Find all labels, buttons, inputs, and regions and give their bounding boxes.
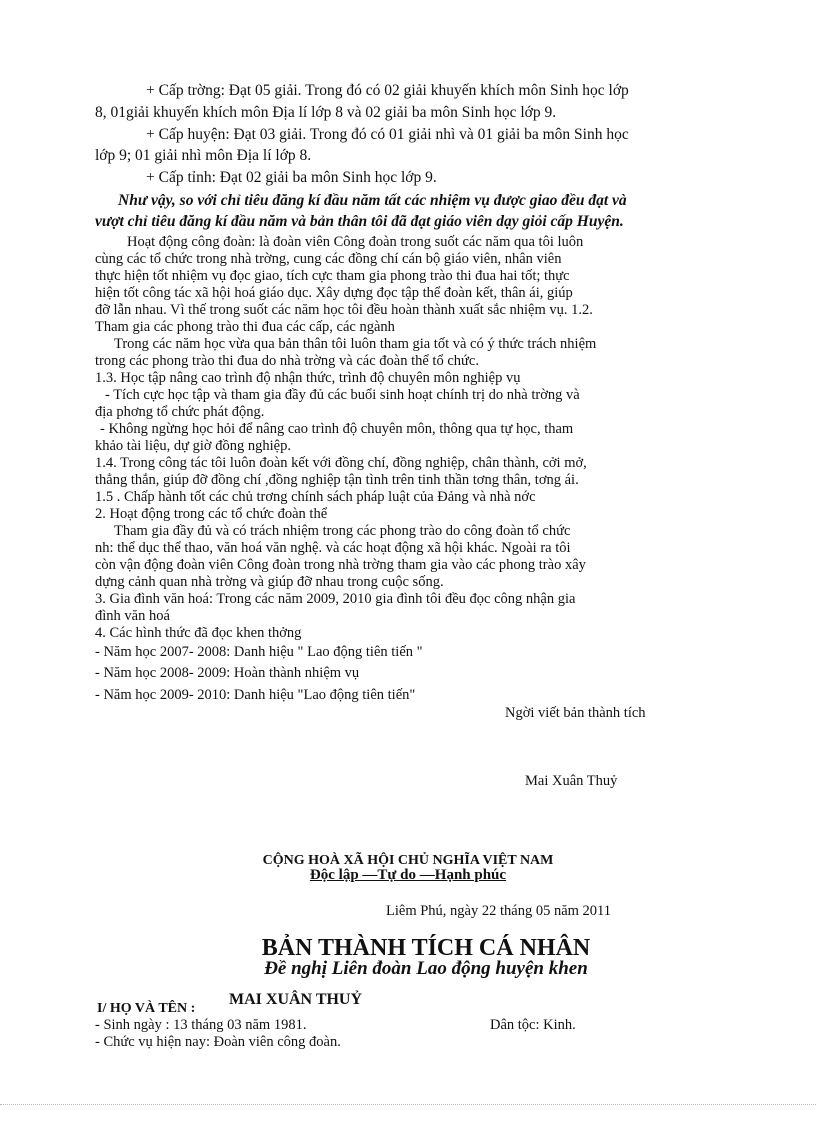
union-line-13: khảo tài liệu, dự giờ đồng nghiệp.: [95, 438, 291, 454]
section-1-4-line-2: thẳng thắn, giúp đỡ đồng chí ,đồng nghiệp tận tình trên tinh thần tơng thân, tơng ái.: [95, 472, 579, 488]
union-line-20: còn vận động đoàn viên Công đoàn trong nhà trờng tham gia vào các phong trào xây: [95, 557, 586, 573]
commendation-2009-2010: - Năm học 2009- 2010: Danh hiệu "Lao động tiên tiến": [95, 687, 416, 703]
award-district-line-2: lớp 9; 01 giải nhì môn Địa lí lớp 8.: [95, 147, 312, 164]
name-value: MAI XUÂN THUỶ: [229, 991, 363, 1008]
signature-name: Mai Xuân Thuỷ: [525, 773, 618, 789]
union-line-7: Trong các năm học vừa qua bản thân tôi luôn tham gia tốt và có ý thức trách nhiệm: [114, 336, 597, 352]
section-1-4-line-1: 1.4. Trong công tác tôi luôn đoàn kết với đồng chí, đồng nghiệp, chân thành, cởi mở,: [95, 455, 587, 471]
signature-role: Ngời viết bản thành tích: [505, 705, 646, 721]
union-line-6: Tham gia các phong trào thi đua các cấp, các ngành: [95, 319, 395, 335]
commendation-2008-2009: - Năm học 2008- 2009: Hoàn thành nhiệm vụ: [95, 665, 360, 681]
section-1-5: 1.5 . Chấp hành tốt các chủ trơng chính sách pháp luật của Đảng và nhà nớc: [95, 489, 536, 505]
union-line-11: địa phơng tổ chức phát động.: [95, 404, 265, 420]
national-motto: Độc lập —Tự do —Hạnh phúc: [309, 867, 507, 883]
award-district-line-1: + Cấp huyện: Đạt 03 giải. Trong đó có 01 giải nhì và 01 giải ba môn Sinh học: [146, 126, 629, 143]
commendation-2007-2008: - Năm học 2007- 2008: Danh hiệu " Lao động tiên tiến ": [95, 644, 423, 660]
summary-line-2: vượt chỉ tiêu đăng kí đầu năm và bản thân tôi đã đạt giáo viên dạy giỏi cấp Huyện.: [95, 213, 624, 230]
document-title: BẢN THÀNH TÍCH CÁ NHÂN: [261, 935, 591, 961]
award-province-line: + Cấp tỉnh: Đạt 02 giải ba môn Sinh học lớp 9.: [146, 169, 437, 186]
summary-line-1: Như vậy, so với chỉ tiêu đăng kí đầu năm tất các nhiệm vụ được giao đều đạt và: [118, 192, 627, 209]
union-line-10: - Tích cực học tập và tham gia đầy đủ các buổi sinh hoạt chính trị do nhà trờng và: [105, 387, 580, 403]
birth-date: - Sinh ngày : 13 tháng 03 năm 1981.: [95, 1017, 307, 1033]
place-date: Liêm Phú, ngày 22 tháng 05 năm 2011: [386, 903, 611, 919]
ethnicity: Dân tộc: Kinh.: [490, 1017, 576, 1033]
document-subtitle: Đề nghị Liên đoàn Lao động huyện khen: [264, 958, 588, 979]
union-line-18: Tham gia đầy đủ và có trách nhiệm trong các phong trào do công đoàn tổ chức: [114, 523, 571, 539]
union-line-5: đỡ lẫn nhau. Vì thế trong suốt các năm học tôi đều hoàn thành xuất sắc nhiệm vụ. 1.2.: [95, 302, 593, 318]
union-line-4: hiện tốt công tác xã hội hoá giáo dục. Xây dựng đọc tập thể đoàn kết, thân ái, giúp: [95, 285, 573, 301]
award-school-line-2: 8, 01giải khuyến khích môn Địa lí lớp 8 và 02 giải ba môn Sinh học lớp 9.: [95, 104, 557, 121]
award-school-line-1: + Cấp trờng: Đạt 05 giải. Trong đó có 02 giải khuyến khích môn Sinh học lớp: [146, 82, 629, 99]
page-bottom-divider: [0, 1104, 816, 1105]
union-line-12: - Không ngừng học hỏi để nâng cao trình độ chuyên môn, thông qua tự học, tham: [100, 421, 574, 437]
nation-name: CỘNG HOÀ XÃ HỘI CHỦ NGHĨA VIỆT NAM: [262, 853, 554, 868]
section-1-3-heading: 1.3. Học tập nâng cao trình độ nhận thức, trình độ chuyên môn nghiệp vụ: [95, 370, 521, 386]
union-line-19: nh: thể dục thể thao, văn hoá văn nghệ. và các hoạt động xã hội khác. Ngoài ra tôi: [95, 540, 571, 556]
section-4-heading: 4. Các hình thức đã đọc khen thởng: [95, 625, 302, 641]
name-label: I/ HỌ VÀ TÊN :: [97, 1001, 196, 1016]
section-2-heading: 2. Hoạt động trong các tổ chức đoàn thể: [95, 506, 328, 522]
current-position: - Chức vụ hiện nay: Đoàn viên công đoàn.: [95, 1034, 341, 1050]
union-line-21: dựng cảnh quan nhà trờng và giúp đỡ nhau trong cuộc sống.: [95, 574, 444, 590]
union-line-8: trong các phong trào thi đua do nhà trờng và các đoàn thể tổ chức.: [95, 353, 479, 369]
section-3-line-1: 3. Gia đình văn hoá: Trong các năm 2009, 2010 gia đình tôi đều đọc công nhận gia: [95, 591, 576, 607]
section-3-line-2: đình văn hoá: [95, 608, 170, 624]
union-line-1: Hoạt động công đoàn: là đoàn viên Công đoàn trong suốt các năm qua tôi luôn: [127, 234, 584, 250]
union-line-3: thực hiện tốt nhiệm vụ đọc giao, tích cực tham gia phong trào thi đua hai tốt; thực: [95, 268, 570, 284]
union-line-2: cùng các tổ chức trong nhà trờng, cung các đồng chí cán bộ giáo viên, nhân viên: [95, 251, 562, 267]
